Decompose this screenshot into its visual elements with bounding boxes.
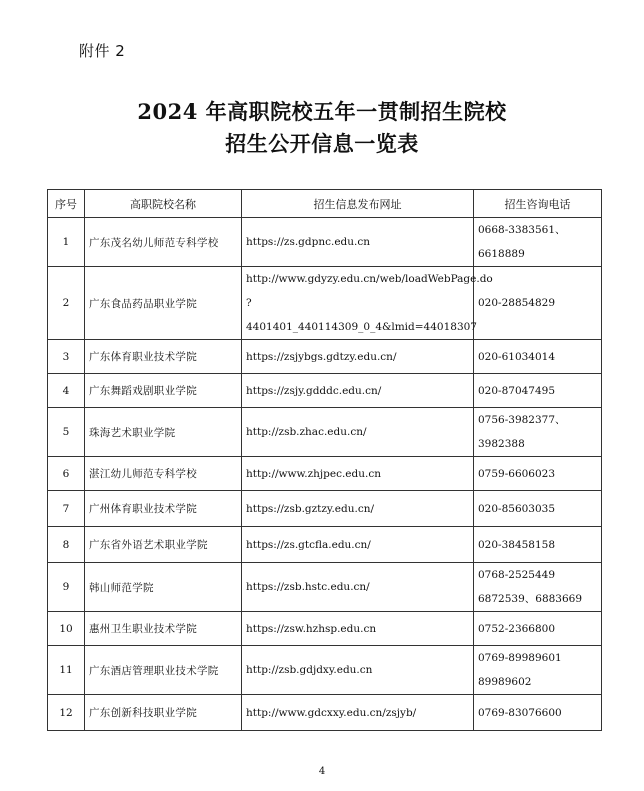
phone-number: 0768-2525449: [478, 569, 556, 581]
school-name: 广东省外语艺术职业学院: [85, 527, 242, 563]
phone-number: 0769-83076600: [478, 706, 562, 719]
enrollment-url-cell: [242, 218, 474, 267]
table-header-row: [48, 190, 602, 218]
phone-number: 0759-6606023: [478, 467, 556, 480]
phone-number: 020-61034014: [478, 350, 556, 363]
document-subtitle: 招生公开信息一览表: [225, 131, 419, 156]
row-number: 8: [48, 527, 85, 563]
row-number: 6: [48, 457, 85, 491]
phone-cell: [474, 563, 602, 612]
enrollment-url-cell: [242, 267, 493, 340]
header-school-name: 高职院校名称: [85, 190, 242, 218]
row-number: 10: [48, 612, 85, 646]
table-row: [48, 408, 602, 457]
phone-cell: [474, 218, 602, 267]
header-url: 招生信息发布网址: [242, 190, 474, 218]
enrollment-url[interactable]: http://www.zhjpec.edu.cn: [246, 467, 381, 480]
enrollment-url[interactable]: https://zsjy.gdddc.edu.cn/: [246, 384, 382, 397]
enrollment-url[interactable]: http://zsb.zhac.edu.cn/: [246, 426, 367, 438]
phone-cell: [474, 374, 602, 408]
school-name: 广东体育职业技术学院: [85, 340, 242, 374]
phone-cell: [474, 527, 602, 563]
table-row: [48, 527, 602, 563]
school-name: 广州体育职业技术学院: [85, 491, 242, 527]
enrollment-url-cell: [242, 457, 474, 491]
school-name: 广东酒店管理职业技术学院: [85, 646, 242, 695]
school-info-table: [47, 189, 602, 731]
phone-cell: [474, 408, 602, 457]
row-number: 1: [48, 218, 85, 267]
enrollment-url-cell: [242, 408, 474, 457]
enrollment-url-cell: [242, 563, 474, 612]
phone-number: 020-38458158: [478, 538, 556, 551]
row-number: 11: [48, 646, 85, 695]
school-name: 广东舞蹈戏剧职业学院: [85, 374, 242, 408]
row-number: 4: [48, 374, 85, 408]
enrollment-url[interactable]: http://zsb.gdjdxy.edu.cn: [246, 664, 373, 676]
row-number: 2: [48, 267, 85, 340]
table-body: [48, 218, 602, 731]
enrollment-url[interactable]: https://zsw.hzhsp.edu.cn: [246, 622, 377, 635]
table-row: [48, 563, 602, 612]
school-name: 广东食品药品职业学院: [85, 267, 242, 340]
enrollment-url-cell: [242, 374, 474, 408]
phone-number: 020-87047495: [478, 384, 556, 397]
header-phone: 招生咨询电话: [474, 190, 602, 218]
phone-number: 020-28854829: [478, 297, 556, 309]
header-no: 序号: [48, 190, 85, 218]
enrollment-url[interactable]: http://www.gdyzy.edu.cn/web/loadWebPage.do: [246, 273, 493, 285]
document-title: 2024 年高职院校五年一贯制招生院校: [137, 99, 507, 124]
enrollment-url-cell: [242, 491, 474, 527]
table-row: [48, 695, 602, 731]
enrollment-url[interactable]: https://zsb.hstc.edu.cn/: [246, 581, 370, 593]
enrollment-url[interactable]: https://zs.gtcfla.edu.cn/: [246, 538, 371, 551]
phone-cell: [474, 457, 602, 491]
enrollment-url-cell: [242, 340, 474, 374]
table-row: [48, 646, 602, 695]
school-name: 韩山师范学院: [85, 563, 242, 612]
enrollment-url[interactable]: http://www.gdcxxy.edu.cn/zsjyb/: [246, 706, 417, 719]
phone-number: 6872539、6883669: [478, 593, 583, 605]
school-name: 惠州卫生职业技术学院: [85, 612, 242, 646]
enrollment-url[interactable]: ?4401401_440114309_0_4&lmid=44018307: [246, 297, 477, 333]
phone-cell: [474, 695, 602, 731]
table-row: [48, 374, 602, 408]
enrollment-url[interactable]: https://zs.gdpnc.edu.cn: [246, 236, 371, 248]
page-number: 4: [318, 766, 326, 777]
phone-number: 89989602: [478, 676, 532, 688]
phone-cell: [474, 612, 602, 646]
enrollment-url-cell: [242, 612, 474, 646]
enrollment-url[interactable]: https://zsjybgs.gdtzy.edu.cn/: [246, 350, 397, 363]
phone-number: 020-85603035: [478, 502, 556, 515]
row-number: 5: [48, 408, 85, 457]
attachment-label: 附件 2: [79, 42, 126, 60]
phone-number: 0769-89989601: [478, 652, 562, 664]
phone-cell: [474, 491, 602, 527]
table-row: [48, 491, 602, 527]
phone-number: 0668-3383561、6618889: [478, 224, 566, 260]
enrollment-url[interactable]: https://zsb.gztzy.edu.cn/: [246, 502, 374, 515]
enrollment-url-cell: [242, 646, 474, 695]
phone-cell: [474, 646, 602, 695]
row-number: 9: [48, 563, 85, 612]
enrollment-url-cell: [242, 527, 474, 563]
phone-number: 0756-3982377、3982388: [478, 414, 566, 450]
enrollment-url-cell: [242, 695, 474, 731]
school-name: 珠海艺术职业学院: [85, 408, 242, 457]
school-name: 湛江幼儿师范专科学校: [85, 457, 242, 491]
table-row: [48, 612, 602, 646]
phone-cell: [474, 340, 602, 374]
table-row: [48, 457, 602, 491]
table-row: [48, 340, 602, 374]
row-number: 12: [48, 695, 85, 731]
row-number: 3: [48, 340, 85, 374]
row-number: 7: [48, 491, 85, 527]
school-name: 广东创新科技职业学院: [85, 695, 242, 731]
table-row: [48, 218, 602, 267]
school-name: 广东茂名幼儿师范专科学校: [85, 218, 242, 267]
phone-number: 0752-2366800: [478, 622, 556, 635]
table-row: [48, 267, 602, 340]
